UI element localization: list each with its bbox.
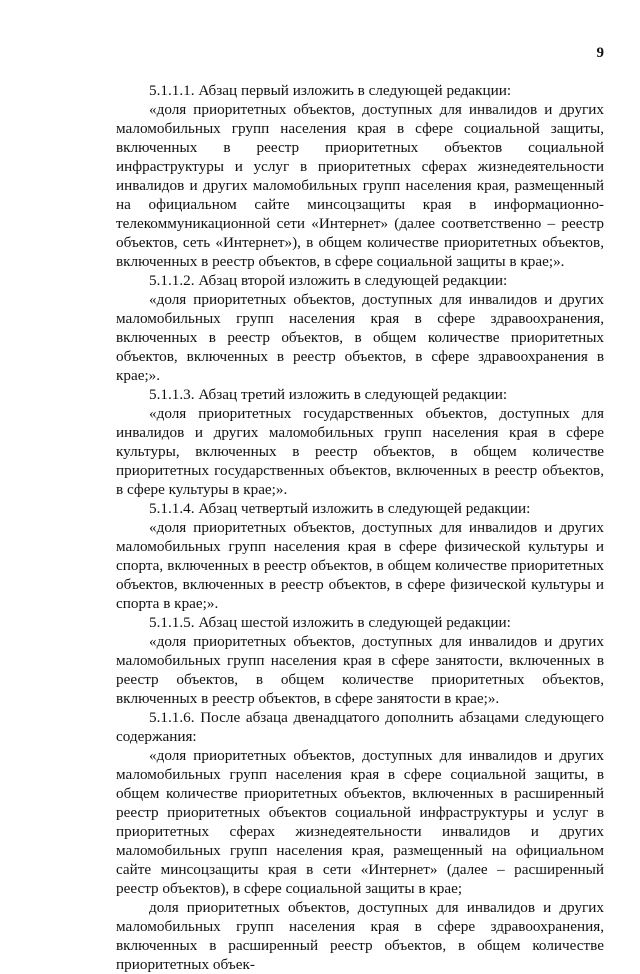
clause-5-1-1-3-text: «доля приоритетных государственных объектов, доступных для инвалидов и других маломобильных групп населения края в сфере культуры, включенных в реестр объектов, в общем количестве приоритетных государственных объектов, включенных в реестр объектов, в сфере культуры в крае;». <box>116 405 604 498</box>
clause-5-1-1-4: 5.1.1.4. Абзац четвертый изложить в следующей редакции: <box>149 500 531 517</box>
page-number: 9 <box>596 45 604 61</box>
clause-5-1-1-6-text-2: доля приоритетных объектов, доступных для инвалидов и других маломобильных групп населения края в сфере здравоохранения, включенных в расширенный реестр объектов, в общем количестве приоритетных объек- <box>116 899 604 973</box>
document-body <box>116 81 604 974</box>
clause-5-1-1-5: 5.1.1.5. Абзац шестой изложить в следующей редакции: <box>149 614 511 631</box>
clause-5-1-1-6: 5.1.1.6. После абзаца двенадцатого дополнить абзацами следующего содержания: <box>116 709 604 745</box>
clause-5-1-1-1-text: «доля приоритетных объектов, доступных для инвалидов и других маломобильных групп населения края в сфере социальной защиты, включенных в реестр приоритетных объектов социальной инфраструктуры и услуг в приоритетных сферах жизнедеятельности инвалидов и других маломобильных групп населения края, размещенный на официальном сайте минсоцзащиты края в информационно-телекоммуникационной сети «Интернет» (далее соответственно – реестр объектов, сеть «Интернет»), в общем количестве приоритетных объектов, включенных в реестр объектов, в сфере социальной защиты в крае;». <box>116 101 604 270</box>
clause-5-1-1-2: 5.1.1.2. Абзац второй изложить в следующей редакции: <box>149 272 508 289</box>
clause-5-1-1-1: 5.1.1.1. Абзац первый изложить в следующей редакции: <box>149 82 512 99</box>
clause-5-1-1-4-text: «доля приоритетных объектов, доступных для инвалидов и других маломобильных групп населения края в сфере физической культуры и спорта, включенных в реестр объектов, в общем количестве приоритетных объектов, включенных в реестр объектов, в сфере физической культуры и спорта в крае;». <box>116 519 604 612</box>
clause-5-1-1-2-text: «доля приоритетных объектов, доступных для инвалидов и других маломобильных групп населения края в сфере здравоохранения, включенных в реестр объектов, в общем количестве приоритетных объектов, включенных в реестр объектов, в сфере здравоохранения в крае;». <box>116 291 604 384</box>
clause-5-1-1-3: 5.1.1.3. Абзац третий изложить в следующей редакции: <box>149 386 508 403</box>
clause-5-1-1-6-text-1: «доля приоритетных объектов, доступных для инвалидов и других маломобильных групп населения края в сфере социальной защиты, в общем количестве приоритетных объектов, включенных в расширенный реестр приоритетных объектов социальной инфраструктуры и услуг в приоритетных сферах жизнедеятельности инвалидов и других маломобильных групп населения края, размещенный на официальном сайте минсоцзащиты края в сети «Интернет» (далее – расширенный реестр объектов), в сфере социальной защиты в крае; <box>116 747 604 897</box>
clause-5-1-1-5-text: «доля приоритетных объектов, доступных для инвалидов и других маломобильных групп населения края в сфере занятости, включенных в реестр объектов, в общем количестве приоритетных объектов, включенных в реестр объектов, в сфере занятости в крае;». <box>116 633 604 707</box>
